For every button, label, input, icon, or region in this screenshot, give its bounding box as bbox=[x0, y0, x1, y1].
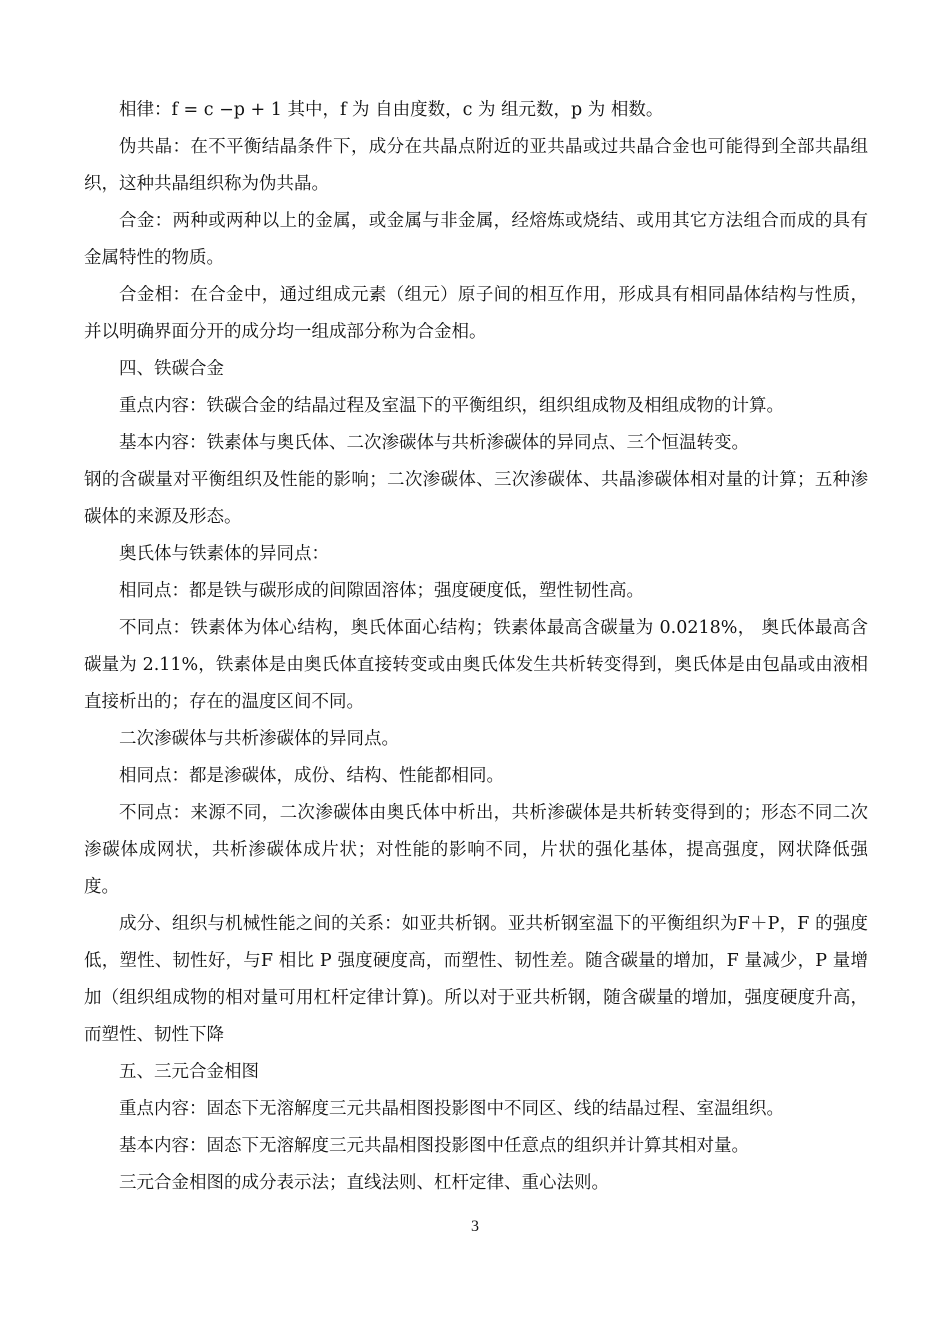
paragraph-similarities-1: 相同点：都是铁与碳形成的间隙固溶体；强度硬度低，塑性韧性高。 bbox=[119, 581, 644, 601]
paragraph-basic-content-4: 基本内容：铁素体与奥氏体、二次渗碳体与共析渗碳体的异同点、三个恒温转变。 bbox=[119, 433, 749, 453]
paragraph-basic-content-5: 基本内容：固态下无溶解度三元共晶相图投影图中任意点的组织并计算其相对量。 bbox=[119, 1136, 749, 1156]
paragraph-similarities-2: 相同点：都是渗碳体，成份、结构、性能都相同。 bbox=[119, 766, 504, 786]
paragraph-ternary-methods: 三元合金相图的成分表示法；直线法则、杠杆定律、重心法则。 bbox=[119, 1173, 609, 1193]
paragraph-key-content-4: 重点内容：铁碳合金的结晶过程及室温下的平衡组织，组织组成物及相组成物的计算。 bbox=[119, 396, 784, 416]
paragraph-differences-2: 不同点：来源不同，二次渗碳体由奥氏体中析出，共析渗碳体是共析转变得到的；形态不同二次渗碳体成网状，共析渗碳体成片状；对性能的影响不同，片状的强化基体，提高强度，网状降低强度。 bbox=[84, 803, 868, 897]
paragraph-phase-rule: 相律：f = c −p + 1 其中，f 为 自由度数，c 为 组元数，p 为 相数。 bbox=[119, 100, 664, 120]
paragraph-composition-properties: 成分、组织与机械性能之间的关系：如亚共析钢。亚共析钢室温下的平衡组织为F＋P，F 的强度低，塑性、韧性好，与F 相比 P 强度硬度高，而塑性、韧性差。随含碳量的增加，F 量减少，P 量增加（组织组成物的相对量可用杠杆定律计算)。所以对于亚共析钢，随含碳量的增加，强度硬度升高，而塑性、韧性下降 bbox=[84, 914, 868, 1045]
paragraph-cementite-heading: 二次渗碳体与共析渗碳体的异同点。 bbox=[119, 729, 399, 749]
section-heading-iron-carbon: 四、铁碳合金 bbox=[119, 359, 224, 379]
paragraph-carbon-content-effect: 钢的含碳量对平衡组织及性能的影响；二次渗碳体、三次渗碳体、共晶渗碳体相对量的计算；五种渗碳体的来源及形态。 bbox=[84, 470, 868, 527]
paragraph-alloy-phase: 合金相：在合金中，通过组成元素（组元）原子间的相互作用，形成具有相同晶体结构与性质，并以明确界面分开的成分均一组成部分称为合金相。 bbox=[84, 285, 868, 342]
paragraph-austenite-ferrite-heading: 奥氏体与铁素体的异同点： bbox=[119, 544, 329, 564]
paragraph-alloy: 合金：两种或两种以上的金属，或金属与非金属，经熔炼或烧结、或用其它方法组合而成的具有金属特性的物质。 bbox=[84, 211, 868, 268]
page-number: 3 bbox=[471, 1218, 479, 1235]
section-heading-ternary: 五、三元合金相图 bbox=[119, 1062, 259, 1082]
document-body bbox=[84, 92, 868, 1202]
paragraph-key-content-5: 重点内容：固态下无溶解度三元共晶相图投影图中不同区、线的结晶过程、室温组织。 bbox=[119, 1099, 784, 1119]
paragraph-differences-1: 不同点：铁素体为体心结构，奥氏体面心结构；铁素体最高含碳量为 0.0218%， 奥氏体最高含碳量为 2.11%，铁素体是由奥氏体直接转变或由奥氏体发生共析转变得到，奥氏体是由包晶或由液相直接析出的；存在的温度区间不同。 bbox=[84, 618, 868, 712]
paragraph-pseudo-eutectic: 伪共晶：在不平衡结晶条件下，成分在共晶点附近的亚共晶或过共晶合金也可能得到全部共晶组织，这种共晶组织称为伪共晶。 bbox=[84, 137, 868, 194]
